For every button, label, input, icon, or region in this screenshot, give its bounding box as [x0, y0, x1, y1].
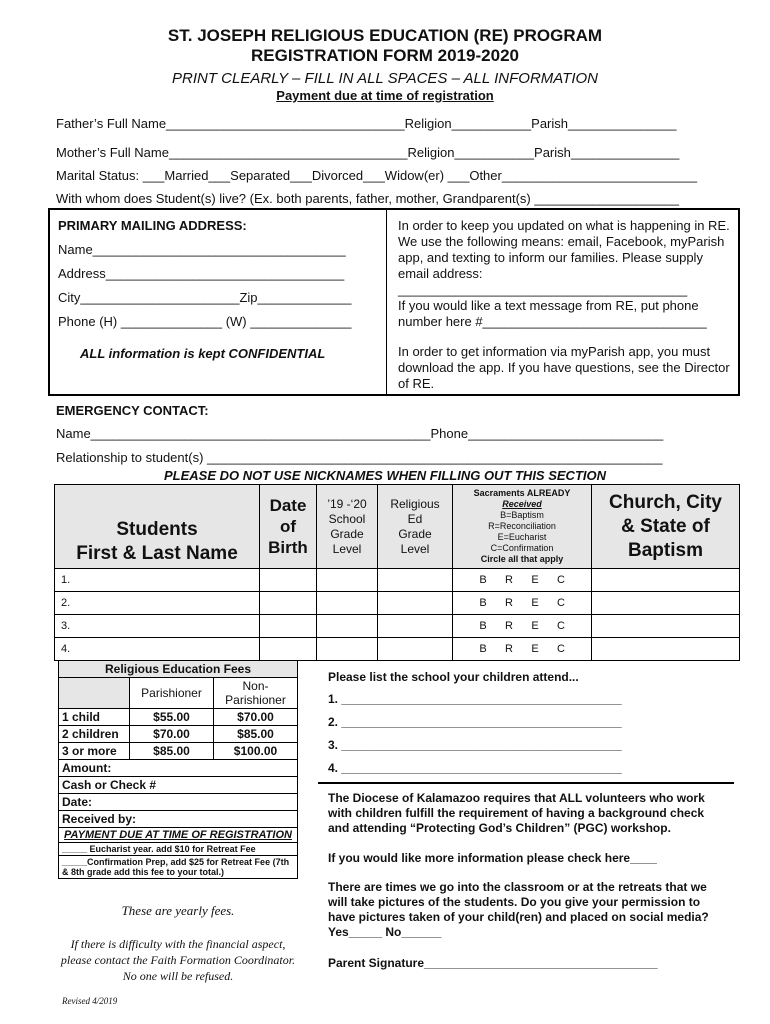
sac-r: R=Reconciliation: [488, 521, 556, 531]
sac-c: C=Confirmation: [490, 543, 554, 553]
lives-with-field[interactable]: With whom does Student(s) live? (Ex. both parents, father, mother, Grandparent(s) ____________________: [56, 191, 679, 206]
relationship-field[interactable]: Relationship to student(s) _______________________________________________________________: [56, 450, 663, 465]
text-phone-field[interactable]: If you would like a text message from RE, put phone number here #_______________________________: [398, 298, 707, 329]
yearly-fees-note: These are yearly fees.: [121, 903, 235, 918]
student-input-cell[interactable]: [317, 638, 378, 661]
student-row[interactable]: [55, 569, 740, 592]
sacrament-letter[interactable]: C: [557, 597, 565, 609]
sacrament-letter[interactable]: C: [557, 643, 565, 655]
diocese-note: The Diocese of Kalamazoo requires that ALL volunteers who work with children fulfill the requirement of having a background check and attending “Protecting God’s Children” (PGC) workshop.: [328, 791, 705, 835]
student-row[interactable]: [55, 592, 740, 615]
date-field[interactable]: Date:: [59, 794, 298, 811]
cash-check-field[interactable]: Cash or Check #: [59, 777, 298, 794]
student-input-cell[interactable]: [378, 569, 453, 592]
school-field-4[interactable]: 4. __________________________________________: [328, 761, 622, 775]
student-name-cell[interactable]: 2.: [55, 592, 260, 615]
mailing-heading: PRIMARY MAILING ADDRESS:: [58, 218, 247, 233]
sacrament-letter[interactable]: R: [505, 597, 513, 609]
sacrament-letter[interactable]: C: [557, 620, 565, 632]
fee-np: $70.00: [213, 709, 297, 726]
confirmation-fee[interactable]: _____Confirmation Prep, add $25 for Retreat Fee (7th & 8th grade add this fee to your total.): [59, 856, 298, 879]
col-church: Church, City & State of Baptism: [592, 485, 740, 569]
col-students: Students First & Last Name: [55, 485, 260, 569]
mother-field[interactable]: Mother’s Full Name_________________________________Religion___________Parish_______________: [56, 145, 680, 160]
sacrament-letter[interactable]: R: [505, 620, 513, 632]
payment-due: PAYMENT DUE AT TIME OF REGISTRATION: [59, 828, 298, 843]
students-table: [54, 484, 740, 661]
nickname-note: PLEASE DO NOT USE NICKNAMES WHEN FILLING OUT THIS SECTION: [163, 468, 606, 483]
church-cell[interactable]: [592, 615, 740, 638]
difficulty-note: If there is difficulty with the financial aspect, please contact the Faith Formation Coordinator. No one will be refused.: [60, 937, 296, 983]
emergency-heading: EMERGENCY CONTACT:: [56, 403, 209, 418]
fees-table: [58, 660, 298, 879]
student-row[interactable]: [55, 615, 740, 638]
fees-blank: [59, 678, 130, 709]
sacrament-letter[interactable]: E: [531, 643, 539, 655]
app-info: In order to get information via myParish app, you must download the app. If you have questions, see the Director of RE.: [398, 344, 730, 391]
sac-title: Sacraments ALREADY: [473, 488, 571, 498]
sacrament-letter[interactable]: B: [479, 620, 487, 632]
school-field-3[interactable]: 3. __________________________________________: [328, 738, 622, 752]
fee-row-label: 3 or more: [59, 743, 130, 760]
sacrament-cell[interactable]: [453, 592, 592, 615]
sacrament-letter[interactable]: B: [479, 574, 487, 586]
church-cell[interactable]: [592, 592, 740, 615]
fee-np: $85.00: [213, 726, 297, 743]
sacrament-cell[interactable]: [453, 638, 592, 661]
instructions: PRINT CLEARLY – FILL IN ALL SPACES – ALL INFORMATION: [172, 70, 598, 87]
section-divider: [318, 782, 734, 784]
sac-b: B=Baptism: [500, 510, 544, 520]
fees-parishioner: Parishioner: [130, 678, 214, 709]
pictures-permission[interactable]: There are times we go into the classroom or at the retreats that we will take pictures of the students. Do you give your permission to have pictures taken of your child(ren) and placed on social media? Yes_____ No______: [328, 880, 709, 939]
schools-heading: Please list the school your children attend...: [328, 670, 579, 684]
mailing-address-box: [48, 208, 740, 396]
sacrament-cell[interactable]: [453, 615, 592, 638]
student-row[interactable]: [55, 638, 740, 661]
emergency-name-field[interactable]: Name_______________________________________________Phone___________________________: [56, 426, 664, 441]
sacrament-letter[interactable]: R: [505, 643, 513, 655]
church-cell[interactable]: [592, 638, 740, 661]
form-title-line2: REGISTRATION FORM 2019-2020: [251, 46, 519, 65]
revised-note: Revised 4/2019: [62, 996, 118, 1006]
sac-circle: Circle all that apply: [480, 554, 564, 564]
student-input-cell[interactable]: [260, 592, 317, 615]
sacrament-letter[interactable]: B: [479, 597, 487, 609]
fee-p: $85.00: [130, 743, 214, 760]
sacrament-letter[interactable]: R: [505, 574, 513, 586]
student-name-cell[interactable]: 1.: [55, 569, 260, 592]
student-input-cell[interactable]: [378, 592, 453, 615]
fee-row-label: 1 child: [59, 709, 130, 726]
sacrament-cell[interactable]: [453, 569, 592, 592]
sacrament-letter[interactable]: E: [531, 597, 539, 609]
student-input-cell[interactable]: [317, 569, 378, 592]
sacrament-letter[interactable]: B: [479, 643, 487, 655]
sacrament-letter[interactable]: C: [557, 574, 565, 586]
contact-info: In order to keep you updated on what is happening in RE. We use the following means: email, Facebook, myParish app, and texting to inform our families. Please supply email address:: [398, 218, 730, 281]
form-title-line1: ST. JOSEPH RELIGIOUS EDUCATION (RE) PROGRAM: [167, 26, 603, 45]
student-input-cell[interactable]: [378, 638, 453, 661]
church-cell[interactable]: [592, 569, 740, 592]
city-zip-field[interactable]: City______________________Zip_____________: [58, 290, 352, 305]
parent-signature-field[interactable]: Parent Signature___________________________________: [328, 956, 658, 970]
student-input-cell[interactable]: [260, 638, 317, 661]
col-dob: Date of Birth: [260, 485, 317, 569]
col-re-grade: Religious Ed Grade Level: [378, 485, 453, 569]
col-sacraments: [453, 485, 592, 569]
marital-status-field[interactable]: Marital Status: ___Married___Separated___Divorced___Widow(er) ___Other___________________________: [56, 168, 698, 183]
received-by-field[interactable]: Received by:: [59, 811, 298, 828]
student-name-cell[interactable]: 4.: [55, 638, 260, 661]
student-name-cell[interactable]: 3.: [55, 615, 260, 638]
sac-e: E=Eucharist: [497, 532, 547, 542]
fee-np: $100.00: [213, 743, 297, 760]
payment-note: Payment due at time of registration: [276, 88, 494, 103]
name-field[interactable]: Name___________________________________: [58, 242, 346, 257]
fee-row-label: 2 children: [59, 726, 130, 743]
father-field[interactable]: Father’s Full Name_________________________________Religion___________Parish_______________: [56, 116, 677, 131]
phone-field[interactable]: Phone (H) ______________ (W) ______________: [58, 314, 352, 329]
fees-title: Religious Education Fees: [59, 661, 298, 678]
student-input-cell[interactable]: [317, 615, 378, 638]
student-input-cell[interactable]: [260, 615, 317, 638]
fee-p: $55.00: [130, 709, 214, 726]
school-field-1[interactable]: 1. __________________________________________: [328, 692, 622, 706]
sac-received: Received: [502, 499, 542, 509]
fee-p: $70.00: [130, 726, 214, 743]
email-field[interactable]: ________________________________________: [398, 282, 688, 297]
student-input-cell[interactable]: [317, 592, 378, 615]
amount-field[interactable]: Amount:: [59, 760, 298, 777]
address-field[interactable]: Address_________________________________: [58, 266, 345, 281]
col-school-grade: ’19 -‘20 School Grade Level: [317, 485, 378, 569]
more-info-checkbox[interactable]: If you would like more information please check here____: [328, 851, 657, 865]
sacrament-letter[interactable]: E: [531, 620, 539, 632]
student-input-cell[interactable]: [378, 615, 453, 638]
confidential-note: ALL information is kept CONFIDENTIAL: [80, 346, 326, 361]
box-divider: [386, 210, 387, 394]
sacrament-letter[interactable]: E: [531, 574, 539, 586]
school-field-2[interactable]: 2. __________________________________________: [328, 715, 622, 729]
student-input-cell[interactable]: [260, 569, 317, 592]
eucharist-fee[interactable]: _____ Eucharist year. add $10 for Retreat Fee: [59, 843, 298, 856]
fees-non-parishioner: Non- Parishioner: [213, 678, 297, 709]
